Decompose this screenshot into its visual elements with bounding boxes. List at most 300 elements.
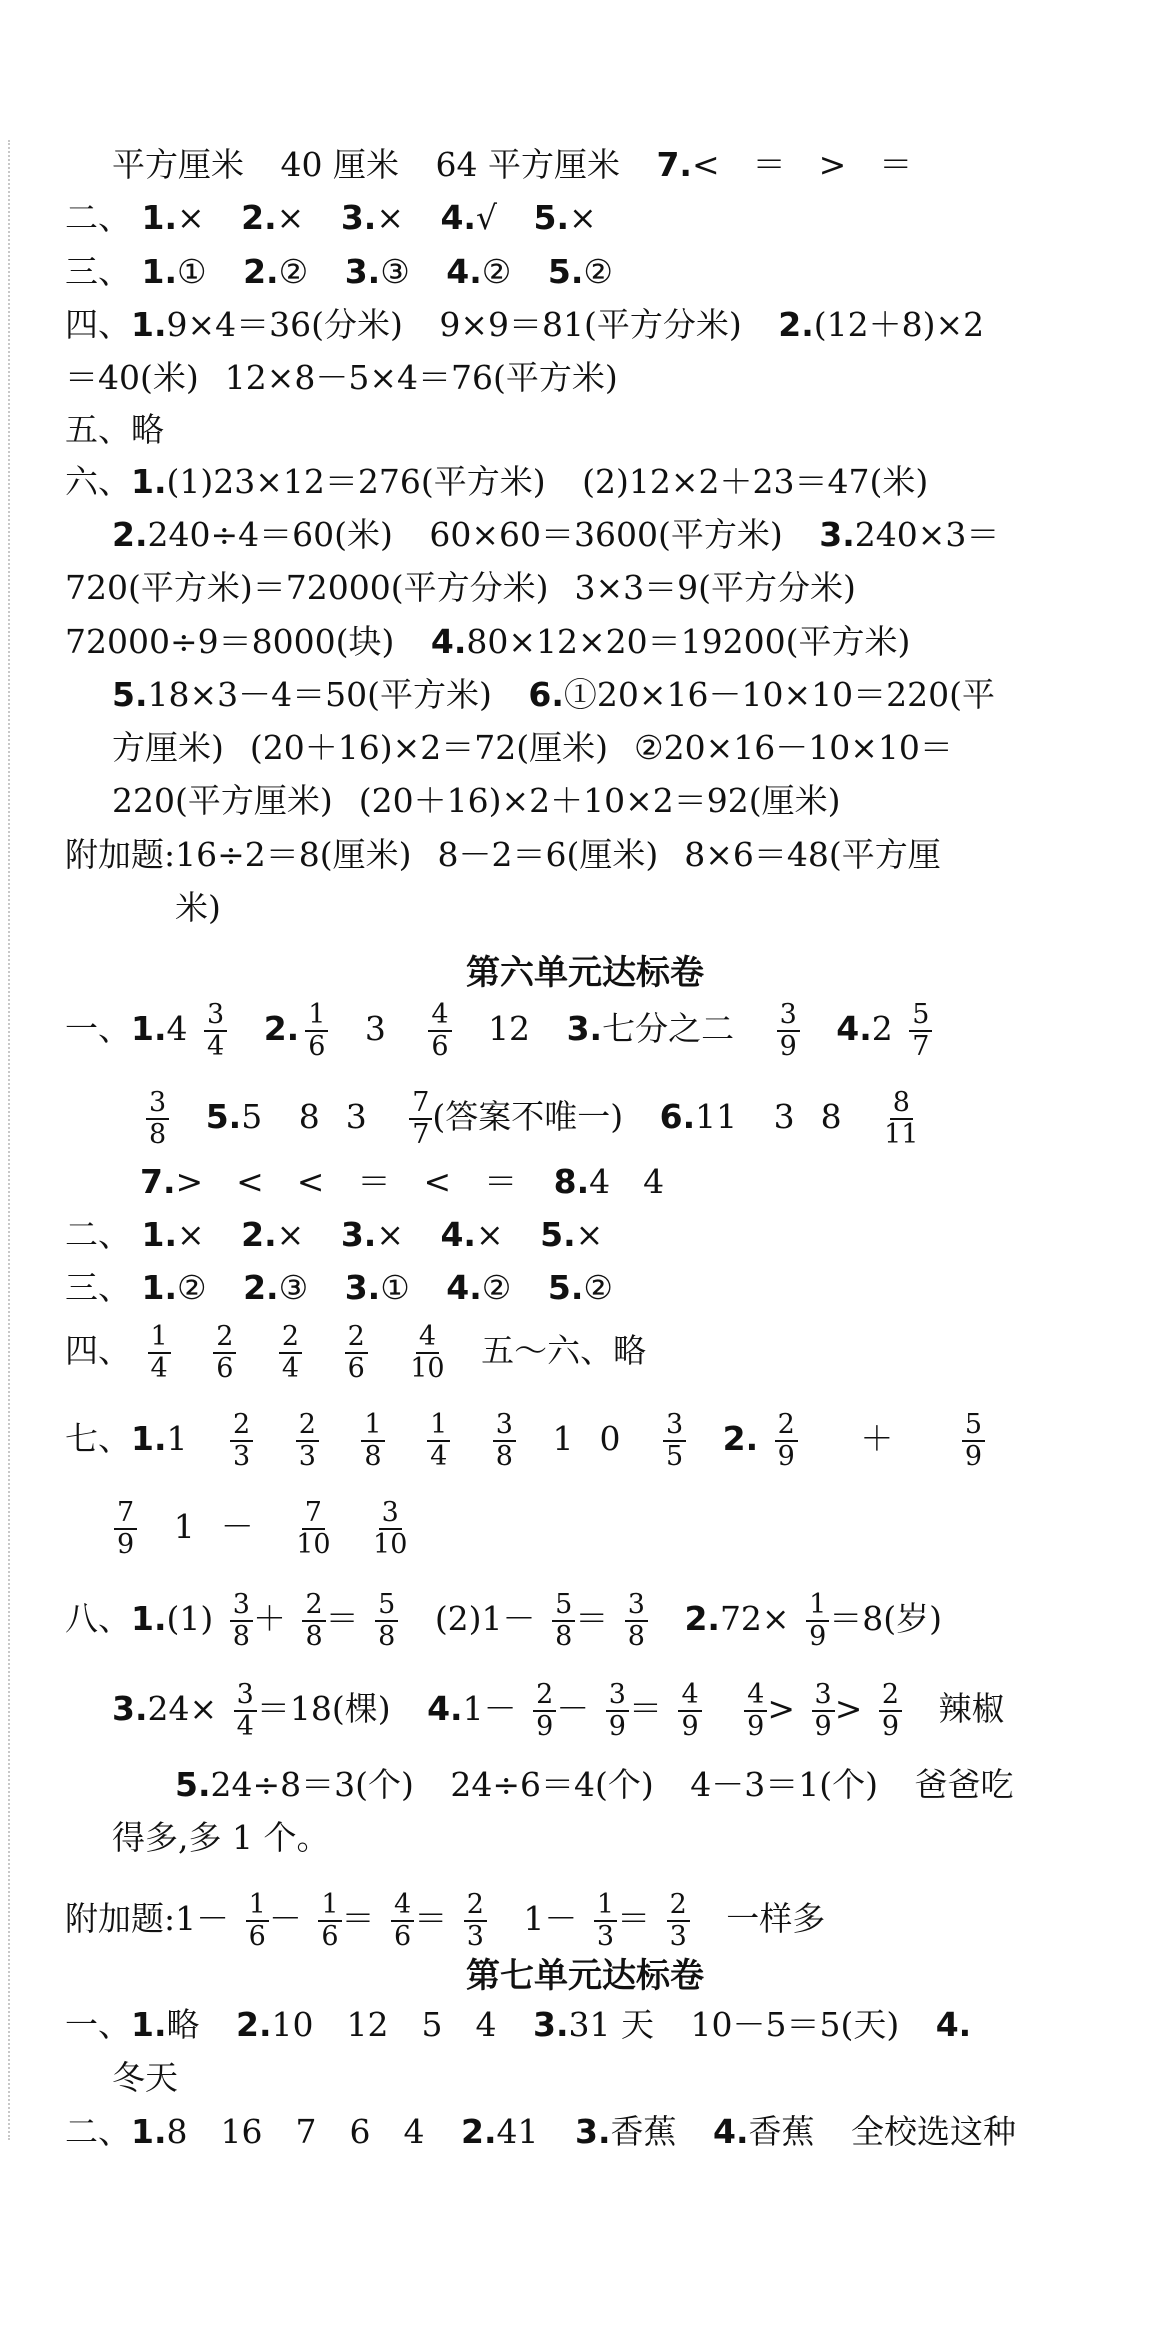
numerator: 1 — [427, 1410, 450, 1442]
answer-text: ② — [481, 1268, 512, 1307]
answer-text: 附加题:16÷2＝8(厘米) — [65, 835, 412, 874]
numerator: 4 — [391, 1890, 414, 1922]
numerator: 2 — [213, 1322, 236, 1354]
fraction — [533, 1680, 556, 1742]
u5-line-8 — [112, 515, 999, 555]
answer-text: 31 天 — [568, 2005, 654, 2044]
answer-text: 1 — [552, 1419, 574, 1458]
answer-text: 香蕉 — [748, 2112, 815, 2151]
fraction — [246, 1890, 269, 1952]
denominator: 6 — [216, 1353, 234, 1384]
answer-text: 平方厘米 — [112, 145, 244, 184]
answer-text: 爸爸吃 — [914, 1765, 1014, 1804]
answer-text: 二、 — [65, 2112, 131, 2151]
u5-line-10 — [65, 622, 910, 662]
answer-text: 四、 — [65, 1331, 131, 1370]
answer-text: 64 平方厘米 — [435, 145, 620, 184]
answer-text: 一、 — [65, 2005, 131, 2044]
answer-text: 3 — [773, 1097, 795, 1136]
answer-text: × — [276, 1215, 305, 1254]
answer-text: × — [376, 198, 404, 237]
u5-line-1 — [112, 145, 912, 185]
fraction — [812, 1680, 835, 1742]
answer-text: × — [177, 1215, 205, 1254]
u6-line-5 — [65, 1268, 613, 1308]
answer-text: 2. — [684, 1599, 720, 1638]
denominator: 6 — [394, 1921, 412, 1952]
answer-text: 240÷4＝60(米) — [147, 515, 393, 554]
denominator: 9 — [117, 1529, 135, 1560]
answer-text: 5. — [533, 198, 569, 237]
fraction — [318, 1890, 341, 1952]
fraction — [375, 1590, 398, 1652]
answer-text: 72000÷9＝8000(块) — [65, 622, 395, 661]
answer-text: 3. — [340, 198, 377, 237]
answer-text: 1－ — [462, 1689, 517, 1728]
numerator: 2 — [296, 1410, 319, 1442]
fraction — [427, 1410, 450, 1472]
denominator: 4 — [430, 1441, 448, 1472]
answer-text: 240×3＝ — [854, 515, 1000, 554]
denominator: 9 — [608, 1711, 626, 1742]
answer-text: ② — [177, 1268, 207, 1307]
denominator: 6 — [431, 1031, 449, 1062]
answer-text: 五～六、略 — [481, 1331, 647, 1370]
numerator: 2 — [345, 1322, 368, 1354]
answer-text: 4. — [440, 198, 476, 237]
denominator: 8 — [495, 1441, 513, 1472]
answer-text: × — [177, 198, 205, 237]
u6-line-2 — [140, 1088, 918, 1150]
answer-text: － — [556, 1689, 590, 1728]
answer-text: (2)12×2＋23＝47(米) — [582, 462, 929, 501]
answer-text: ＝ — [617, 1899, 651, 1938]
numerator: 7 — [302, 1498, 325, 1530]
answer-text: 辣椒 — [938, 1689, 1005, 1728]
numerator: 2 — [302, 1590, 325, 1622]
numerator: 2 — [879, 1680, 902, 1712]
fraction — [493, 1410, 516, 1472]
answer-text: 5. — [547, 252, 584, 291]
unit7-title: 第七单元达标卷 — [466, 1956, 704, 1996]
numerator: 5 — [552, 1590, 575, 1622]
answer-text: 7. — [140, 1162, 176, 1201]
fraction — [806, 1590, 829, 1652]
denominator: 6 — [308, 1031, 326, 1062]
answer-text: > — [767, 1689, 795, 1728]
unit6-title: 第六单元达标卷 — [466, 953, 704, 993]
denominator: 9 — [777, 1441, 795, 1472]
fraction — [146, 1088, 169, 1150]
fraction — [305, 1000, 328, 1062]
answer-text: 1 — [166, 1419, 188, 1458]
answer-text: 2. — [722, 1419, 759, 1458]
denominator: 4 — [281, 1353, 300, 1384]
answer-text: (12＋8)×2 — [813, 305, 985, 344]
fraction — [410, 1322, 444, 1384]
answer-text: 2. — [243, 1268, 279, 1307]
denominator: 10 — [410, 1353, 445, 1384]
answer-text: ① — [380, 1268, 410, 1307]
answer-text: ① — [177, 252, 207, 291]
answer-text: 1. — [131, 1419, 167, 1458]
numerator: 3 — [777, 1000, 800, 1032]
u5-line-3 — [65, 252, 613, 292]
answer-text: 6. — [528, 675, 564, 714]
answer-text: ＝40(米) — [65, 358, 199, 397]
answer-text: 4－3＝1(个) — [690, 1765, 879, 1804]
answer-text: ②20×16－10×10＝ — [634, 728, 953, 767]
numerator: 2 — [279, 1322, 302, 1354]
u7-line-3 — [65, 2112, 1016, 2152]
u5-line-7 — [65, 462, 928, 502]
fraction — [594, 1890, 617, 1952]
answer-text: 七、 — [65, 1419, 131, 1458]
fraction — [204, 1000, 227, 1062]
fraction — [114, 1498, 137, 1560]
denominator: 9 — [809, 1621, 827, 1652]
answer-text: 全校选这种 — [850, 2112, 1016, 2151]
answer-text: 5. — [112, 675, 148, 714]
answer-text: ＝ — [575, 1599, 609, 1638]
answer-text: 5. — [205, 1097, 242, 1136]
answer-text: 八、 — [65, 1599, 131, 1638]
answer-text: － — [220, 1507, 254, 1546]
fraction — [148, 1322, 171, 1384]
fraction — [744, 1680, 767, 1742]
answer-text: 60×60＝3600(平方米) — [429, 515, 783, 554]
answer-text: 三、 — [65, 252, 131, 291]
u6-line-3 — [140, 1162, 664, 1202]
answer-text: 3. — [112, 1689, 148, 1728]
fraction — [962, 1410, 985, 1472]
fraction — [678, 1680, 701, 1742]
numerator: 7 — [114, 1498, 137, 1530]
denominator: 6 — [321, 1921, 339, 1952]
denominator: 4 — [207, 1031, 225, 1062]
answer-text: 220(平方厘米) — [112, 781, 333, 820]
answer-text: 3 — [364, 1009, 386, 1048]
answer-text: 5. — [540, 1215, 576, 1254]
answer-text: 12 — [488, 1009, 531, 1048]
answer-text: 18×3－4＝50(平方米) — [147, 675, 492, 714]
denominator: 5 — [665, 1441, 684, 1472]
answer-text: 24÷6＝4(个) — [450, 1765, 654, 1804]
fraction — [667, 1890, 690, 1952]
answer-text: 3. — [344, 1268, 381, 1307]
answer-text: 4. — [446, 252, 482, 291]
numerator: 2 — [667, 1890, 690, 1922]
u6-line-9 — [65, 1590, 942, 1652]
answer-text: 4. — [440, 1215, 476, 1254]
answer-text: 24× — [147, 1689, 218, 1728]
fraction — [663, 1410, 686, 1472]
answer-text: 0 — [599, 1419, 621, 1458]
numerator: 1 — [148, 1322, 171, 1354]
u5-line-9 — [65, 568, 856, 608]
answer-text: 1. — [131, 2112, 167, 2151]
answer-text: ＝ — [414, 1899, 448, 1938]
numerator: 1 — [594, 1890, 617, 1922]
answer-text: × — [569, 198, 597, 237]
answer-text: ③ — [278, 1268, 309, 1307]
answer-text: ② — [583, 1268, 613, 1307]
answer-text: < ＝ > ＝ — [691, 145, 913, 184]
fraction — [302, 1590, 325, 1652]
u5-line-4 — [65, 305, 984, 345]
fraction — [884, 1088, 918, 1150]
answer-text: 5. — [175, 1765, 211, 1804]
answer-text: 1－ — [523, 1899, 578, 1938]
numerator: 3 — [204, 1000, 227, 1032]
answer-text: 5. — [547, 1268, 584, 1307]
answer-text: (20＋16)×2＋10×2＝92(厘米) — [358, 781, 841, 820]
answer-text: 7. — [656, 145, 692, 184]
answer-text: 1. — [131, 1009, 167, 1048]
numerator: 4 — [428, 1000, 451, 1032]
denominator: 8 — [364, 1441, 382, 1472]
answer-text: 24÷8＝3(个) — [210, 1765, 414, 1804]
fraction — [775, 1410, 798, 1472]
answer-text: ② — [583, 252, 613, 291]
u6-line-6 — [65, 1322, 646, 1384]
numerator: 2 — [464, 1890, 487, 1922]
answer-text: 8 — [820, 1097, 842, 1136]
u6-line-12 — [112, 1818, 329, 1858]
answer-text: 40 厘米 — [280, 145, 399, 184]
answer-text: 72× — [719, 1599, 790, 1638]
denominator: 8 — [232, 1621, 250, 1652]
answer-text: 3. — [344, 252, 381, 291]
answer-text: 8 16 7 6 4 — [166, 2112, 425, 2151]
denominator: 3 — [466, 1921, 484, 1952]
answer-text: 七分之二 — [602, 1009, 735, 1048]
answer-text: 三、 — [65, 1268, 131, 1307]
answer-text: ③ — [380, 252, 410, 291]
fraction — [464, 1890, 487, 1952]
fraction — [234, 1680, 257, 1742]
answer-text: > — [834, 1689, 863, 1728]
answer-text: 1. — [131, 305, 167, 344]
u6-line-10 — [112, 1680, 1005, 1742]
numerator: 1 — [361, 1410, 384, 1442]
answer-text: 2. — [460, 2112, 497, 2151]
answer-text: 3 — [345, 1097, 367, 1136]
answer-text: 2. — [241, 198, 277, 237]
answer-text: 3. — [566, 1009, 603, 1048]
answer-text: 4. — [446, 1268, 482, 1307]
answer-text: 米) — [175, 888, 221, 927]
answer-text: > < < ＝ < ＝ — [175, 1162, 518, 1201]
numerator: 5 — [909, 1000, 932, 1032]
answer-text: × — [475, 1215, 504, 1254]
numerator: 1 — [305, 1000, 328, 1032]
answer-text: 3. — [340, 1215, 377, 1254]
answer-text: 2 — [871, 1009, 893, 1048]
answer-text: 1. — [141, 252, 177, 291]
denominator: 7 — [912, 1031, 930, 1062]
answer-text: 4 — [166, 1009, 188, 1048]
answer-text: 附加题:1－ — [65, 1899, 230, 1938]
answer-text: 得多,多 1 个。 — [112, 1818, 330, 1857]
u7-line-2 — [112, 2058, 178, 2098]
answer-text: 11 — [695, 1097, 738, 1136]
denominator: 6 — [347, 1353, 365, 1384]
answer-text: 2. — [241, 1215, 277, 1254]
denominator: 4 — [236, 1711, 254, 1742]
numerator: 4 — [416, 1322, 439, 1354]
u5-line-14 — [65, 835, 941, 875]
numerator: 4 — [678, 1680, 701, 1712]
u5-line-12 — [112, 728, 953, 768]
fraction — [296, 1410, 319, 1472]
numerator: 2 — [230, 1410, 253, 1442]
denominator: 8 — [627, 1621, 645, 1652]
u5-line-2 — [65, 198, 597, 238]
fraction — [213, 1322, 236, 1384]
denominator: 8 — [555, 1621, 573, 1652]
answer-text: 1. — [131, 2005, 167, 2044]
u6-line-1 — [65, 1000, 932, 1062]
denominator: 3 — [596, 1921, 615, 1952]
denominator: 8 — [149, 1119, 167, 1150]
answer-text: 二、 — [65, 198, 131, 237]
answer-text: ＝ — [325, 1599, 359, 1638]
answer-text: 3. — [574, 2112, 611, 2151]
numerator: 2 — [775, 1410, 798, 1442]
fraction — [625, 1590, 648, 1652]
answer-text: ＋ — [860, 1419, 894, 1458]
answer-text: 12×8－5×4＝76(平方米) — [224, 358, 618, 397]
u6-line-11 — [175, 1765, 1014, 1805]
answer-text: 略 — [166, 2005, 200, 2044]
fraction — [428, 1000, 451, 1062]
answer-text: ＝ — [341, 1899, 375, 1938]
numerator: 4 — [744, 1680, 767, 1712]
answer-text: 2. — [236, 2005, 272, 2044]
denominator: 9 — [536, 1711, 554, 1742]
answer-text: 8 — [298, 1097, 320, 1136]
answer-text: 1. — [141, 1215, 177, 1254]
answer-text: 方厘米) — [112, 728, 224, 767]
answer-text: 4. — [430, 622, 467, 661]
denominator: 6 — [248, 1921, 266, 1952]
numerator: 1 — [318, 1890, 341, 1922]
u5-line-6 — [65, 410, 164, 450]
answer-text: ①20×16－10×10＝220(平 — [563, 675, 996, 714]
binding-margin-line — [8, 140, 10, 2140]
answer-text: 720(平方米)＝72000(平方分米) — [65, 568, 549, 607]
numerator: 3 — [493, 1410, 516, 1442]
fraction — [909, 1000, 932, 1062]
denominator: 9 — [964, 1441, 982, 1472]
numerator: 3 — [663, 1410, 686, 1442]
denominator: 8 — [305, 1621, 323, 1652]
answer-text: 冬天 — [112, 2058, 178, 2097]
answer-text: × — [376, 1215, 404, 1254]
answer-text: (1) — [166, 1599, 214, 1638]
u6-line-8 — [108, 1498, 407, 1560]
denominator: 4 — [150, 1353, 168, 1384]
denominator: 8 — [378, 1621, 396, 1652]
answer-text: (20＋16)×2＝72(厘米) — [249, 728, 608, 767]
numerator: 1 — [806, 1590, 829, 1622]
answer-text: 2. — [263, 1009, 300, 1048]
answer-text: 8. — [553, 1162, 590, 1201]
u6-line-13 — [65, 1890, 825, 1952]
denominator: 9 — [814, 1711, 832, 1742]
denominator: 3 — [669, 1921, 687, 1952]
numerator: 7 — [409, 1088, 432, 1120]
fraction — [345, 1322, 368, 1384]
answer-text: 1. — [131, 1599, 167, 1638]
numerator: 2 — [533, 1680, 556, 1712]
answer-text: 五、略 — [65, 410, 164, 449]
answer-text: 10－5＝5(天) — [690, 2005, 900, 2044]
fraction — [230, 1410, 253, 1472]
answer-text: 香蕉 — [610, 2112, 677, 2151]
denominator: 9 — [747, 1711, 765, 1742]
answer-text: 5 — [241, 1097, 263, 1136]
answer-text: 9×9＝81(平方分米) — [439, 305, 742, 344]
fraction — [279, 1322, 302, 1384]
denominator: 9 — [681, 1711, 699, 1742]
answer-text: 41 — [496, 2112, 539, 2151]
fraction — [606, 1680, 629, 1742]
answer-text: 3. — [819, 515, 855, 554]
answer-text: 9×4＝36(分米) — [166, 305, 403, 344]
answer-text: (1)23×12＝276(平方米) — [166, 462, 546, 501]
answer-text: 4. — [836, 1009, 872, 1048]
answer-text: × — [575, 1215, 604, 1254]
u5-line-13 — [112, 781, 841, 821]
answer-text: 六、 — [65, 462, 131, 501]
numerator: 5 — [962, 1410, 985, 1442]
answer-text: 1 — [173, 1507, 195, 1546]
numerator: 8 — [890, 1088, 913, 1120]
u5-line-5 — [65, 358, 618, 398]
denominator: 3 — [233, 1441, 251, 1472]
fraction — [296, 1498, 330, 1560]
answer-text: ② — [278, 252, 309, 291]
denominator: 10 — [296, 1529, 331, 1560]
denominator: 3 — [298, 1441, 316, 1472]
answer-text: 4. — [712, 2112, 749, 2151]
answer-text: 1. — [141, 1268, 177, 1307]
u5-line-15 — [175, 888, 221, 928]
fraction — [409, 1088, 432, 1150]
answer-text: ＝ — [628, 1689, 662, 1728]
numerator: 1 — [246, 1890, 269, 1922]
numerator: 5 — [375, 1590, 398, 1622]
u6-line-7 — [65, 1410, 985, 1472]
fraction — [230, 1590, 253, 1652]
numerator: 3 — [625, 1590, 648, 1622]
fraction — [777, 1000, 800, 1062]
denominator: 9 — [881, 1711, 900, 1742]
answer-text: 四、 — [65, 305, 131, 344]
answer-text: 3. — [532, 2005, 569, 2044]
answer-text: ② — [481, 252, 512, 291]
answer-text: 二、 — [65, 1215, 131, 1254]
denominator: 9 — [779, 1031, 797, 1062]
answer-text: × — [276, 198, 305, 237]
answer-text: 1. — [141, 198, 177, 237]
answer-text: 8－2＝6(厘米) — [437, 835, 659, 874]
fraction — [361, 1410, 384, 1472]
fraction — [373, 1498, 407, 1560]
answer-text: 10 12 5 4 — [271, 2005, 497, 2044]
